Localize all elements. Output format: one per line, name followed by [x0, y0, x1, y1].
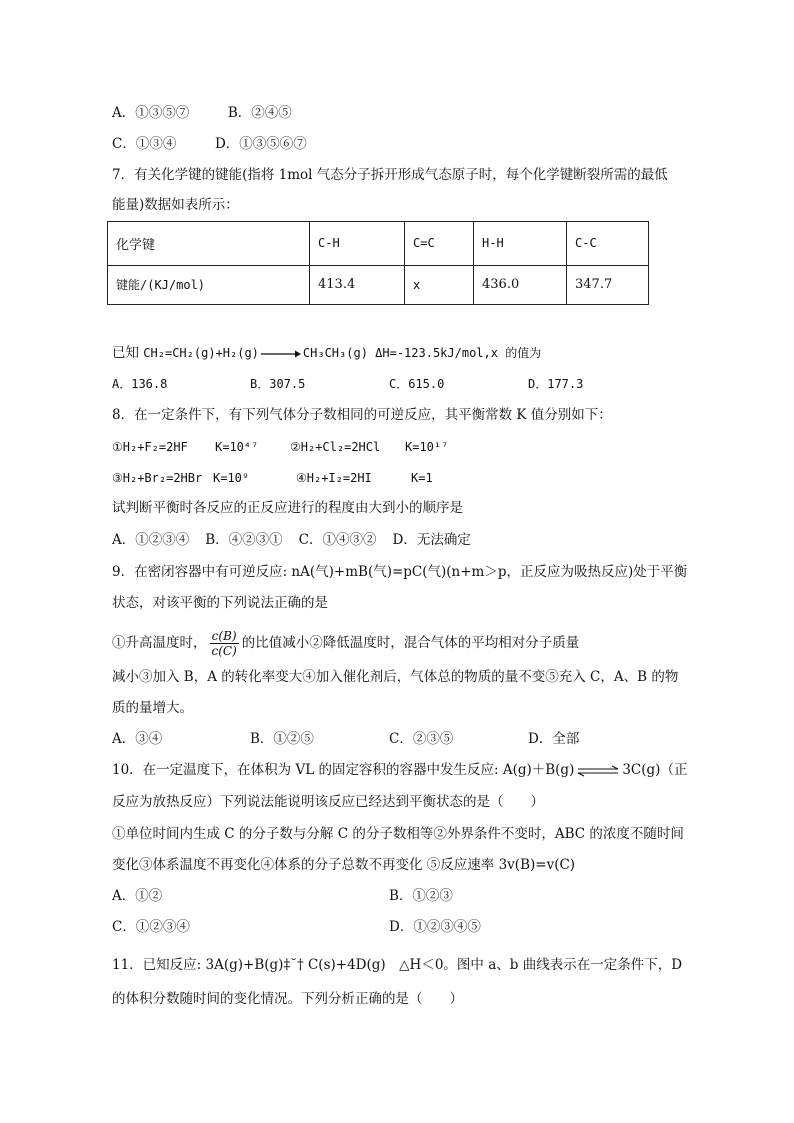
q8-reaction-1: ①H₂+F₂=2HF — [112, 440, 188, 454]
table-header-row — [108, 222, 649, 266]
q7-stem-line2: 能量)数据如表所示： — [112, 197, 239, 213]
q9-option-d: D．全部 — [528, 731, 580, 747]
q8-question: 试判断平衡时各反应的正反应进行的程度由大到小的顺序是 — [112, 500, 463, 516]
q10-option-b: B．①②③ — [389, 888, 453, 904]
q10-statement-line1: ①单位时间内生成 C 的分子数与分解 C 的分子数相等②外界条件不变时，ABC 的浓度不随时间 — [112, 826, 684, 842]
q10-statement-line2: 变化③体系温度不再变化④体系的分子总数不再变化 ⑤反应速率 3v(B)=v(C) — [112, 857, 576, 873]
q9-statement-line3: 质的量增大。 — [112, 700, 193, 716]
q10-option-a: A．①② — [112, 888, 163, 904]
q8-option-d: D．无法确定 — [392, 532, 471, 548]
q6-option-d: D．①③⑤⑥⑦ — [214, 136, 307, 152]
q7-option-b: B．307.5 — [250, 377, 306, 391]
q8-reaction-2: ②H₂+Cl₂=2HCl — [290, 440, 381, 454]
table-cell: C=C — [405, 222, 474, 266]
q9-stem-line1: 9．在密闭容器中有可逆反应: nA(气)+mB(气)=pC(气)(n+m＞p，正反应为吸热反应)处于平衡 — [112, 564, 688, 580]
table-cell: C-H — [310, 222, 405, 266]
q8-k-3: K=10⁹ — [213, 471, 250, 485]
q9-stem-line2: 状态，对该平衡的下列说法正确的是 — [112, 595, 328, 611]
q10-stem-suffix: 3C(g)（正 — [622, 762, 688, 778]
bond-energy-table — [107, 221, 649, 305]
q9-option-a: A．③④ — [112, 731, 163, 747]
q8-stem: 8．在一定条件下，有下列气体分子数相同的可逆反应，其平衡常数 K 值分别如下： — [112, 407, 612, 423]
q11-stem-line1: 11．已知反应: 3A(g)+B(g)‡˘† C(s)+4D(g) △H＜0。图中 a、b 曲线表示在一定条件下，D — [112, 957, 683, 973]
q8-reaction-4: ④H₂+I₂=2HI — [296, 471, 372, 485]
q7-given-equation — [112, 343, 541, 363]
q8-k-2: K=10¹⁷ — [405, 440, 449, 454]
table-cell: x — [405, 265, 474, 304]
fraction-numerator: c(B) — [210, 629, 239, 644]
given-prefix: 已知 — [112, 345, 144, 361]
q7-stem-line1: 7．有关化学键的键能(指将 1mol 气态分子拆开形成气态原子时，每个化学键断裂所需的最低 — [112, 167, 668, 183]
q6-option-b: B．②④⑤ — [227, 105, 292, 121]
table-cell: 化学键 — [108, 222, 310, 266]
q7-option-c: C．615.0 — [389, 377, 445, 391]
table-cell: 413.4 — [310, 265, 405, 304]
equilibrium-arrow-icon — [576, 765, 620, 777]
concentration-ratio-fraction — [210, 629, 239, 658]
q10-stem-line1 — [112, 760, 687, 780]
q8-k-4: K=1 — [411, 471, 433, 485]
table-cell: H-H — [474, 222, 567, 266]
q10-option-d: D．①②③④⑤ — [389, 919, 481, 935]
given-reactant: CH₂=CH₂(g)+H₂(g) — [143, 346, 259, 360]
fraction-denominator: c(C) — [211, 644, 237, 658]
q7-option-a: A．136.8 — [112, 377, 168, 391]
q8-option-b: B．④②③① — [205, 532, 283, 548]
q10-stem-line2: 反应为放热反应）下列说法能说明该反应已经达到平衡状态的是（ ） — [112, 794, 544, 810]
q9-statement-line1 — [112, 628, 579, 658]
given-product: CH₃CH₃(g) — [302, 346, 368, 360]
q10-option-c: C．①②③④ — [112, 919, 190, 935]
q8-options — [112, 530, 471, 550]
q9-s1-prefix: ①升高温度时， — [112, 635, 207, 651]
q8-reaction-3: ③H₂+Br₂=2HBr — [112, 471, 203, 485]
q6-options-row2 — [112, 134, 307, 154]
q6-option-a: A．①③⑤⑦ — [112, 105, 190, 121]
table-cell: C-C — [567, 222, 649, 266]
table-cell: 436.0 — [474, 265, 567, 304]
table-row — [108, 265, 649, 304]
q6-option-c: C．①③④ — [112, 136, 177, 152]
table-cell: 347.7 — [567, 265, 649, 304]
q9-option-b: B．①②⑤ — [250, 731, 314, 747]
q9-option-c: C．②③⑤ — [389, 731, 454, 747]
reaction-arrow-icon — [261, 349, 301, 359]
table-cell: 键能/(KJ/mol) — [108, 265, 310, 304]
q8-option-a: A．①②③④ — [112, 532, 190, 548]
q9-statement-line2: 减小③加入 B，A 的转化率变大④加入催化剂后，气体总的物质的量不变⑤充入 C，A、B 的物 — [112, 669, 679, 685]
q9-s1-suffix: 的比值减小②降低温度时，混合气体的平均相对分子质量 — [241, 635, 580, 651]
q8-k-1: K=10⁴⁷ — [215, 440, 259, 454]
q7-option-d: D．177.3 — [528, 377, 584, 391]
q6-options-row1 — [112, 103, 292, 123]
q11-stem-line2: 的体积分数随时间的变化情况。下列分析正确的是（ ） — [112, 991, 463, 1007]
q10-stem-prefix: 10．在一定温度下，在体积为 VL 的固定容积的容器中发生反应: A(g)＋B(g) — [112, 762, 575, 778]
q8-option-c: C．①④③② — [298, 532, 377, 548]
given-suffix: ΔH=-123.5kJ/mol,x 的值为 — [367, 346, 542, 360]
